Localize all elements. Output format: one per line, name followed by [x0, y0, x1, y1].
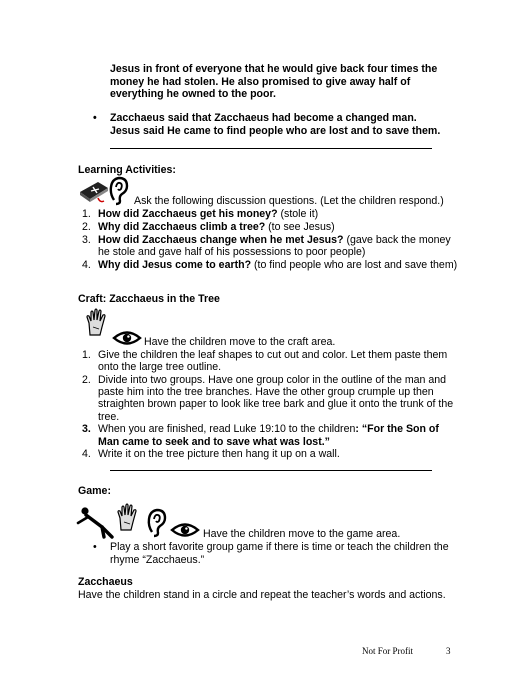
question-text: How did Zacchaeus get his money?: [98, 208, 278, 220]
ear-icon: [108, 176, 130, 206]
list-item: 2. Why did Zacchaeus climb a tree? (to see Jesus): [82, 220, 335, 233]
discussion-questions-list: [80, 208, 460, 271]
answer-text: (to see Jesus): [265, 220, 335, 233]
list-item: 2. Divide into two groups. Have one group color in the outline of the man and paste him into the tree branches. Have the other group crumple up then straighten brown paper to look like tree bark and glue it onto the trunk of the tree.: [82, 374, 454, 423]
question-text: Why did Jesus come to earth?: [98, 258, 252, 271]
hand-icon: [116, 502, 140, 532]
step-text: Give the children the leaf shapes to cut out and color. Let them paste them onto the large tree outline.: [98, 349, 448, 374]
list-item: 1. Give the children the leaf shapes to cut out and color. Let them paste them onto the large tree outline.: [82, 349, 448, 374]
verse-quote: : “For the Son of Man came to seek and to save what was lost.”: [98, 423, 439, 448]
story-paragraph: Jesus in front of everyone that he would give back four times the money he had stolen. He also promised to give away half of everything he owned to the poor.: [110, 63, 438, 101]
list-item: 1. How did Zacchaeus get his money? (stole it): [82, 208, 319, 220]
list-item: 3. How did Zacchaeus change when he met Jesus? (gave back the money he stole and gave half of his possessions to poor people): [82, 233, 451, 258]
list-item: 4. Why did Jesus come to earth? (to find people who are lost and save them): [82, 258, 458, 271]
learning-intro: Ask the following discussion questions. (Let the children respond.): [134, 195, 444, 207]
rhyme-heading: Zacchaeus: [78, 576, 133, 588]
game-heading: Game:: [78, 485, 111, 497]
footer-label: Not For Profit: [362, 646, 414, 656]
list-item: 3. When you are finished, read Luke 19:10 to the children: “For the Son of Man came to seek and to save what was lost.”: [82, 423, 439, 448]
step-text: Divide into two groups. Have one group color in the outline of the man and paste him into the tree branches. Have the other group crumple up then straighten brown paper to look like tree bark and glue it onto the trunk of the tree.: [98, 374, 454, 423]
step-text: Write it on the tree picture then hang it up on a wall.: [98, 448, 340, 461]
bullet-mark: •: [93, 112, 97, 124]
bullet-mark: •: [93, 541, 97, 553]
rhyme-instructions: Have the children stand in a circle and repeat the teacher’s words and actions.: [78, 589, 446, 601]
hand-icon: [85, 307, 109, 337]
answer-text: (to find people who are lost and save them): [251, 258, 458, 271]
list-item: 4. Write it on the tree picture then hang it up on a wall.: [82, 448, 340, 461]
eye-icon: [170, 522, 200, 538]
exercise-figure-icon: [76, 505, 116, 539]
section-divider: [110, 148, 432, 149]
craft-heading: Craft: Zacchaeus in the Tree: [78, 293, 220, 305]
question-text: Why did Zacchaeus climb a tree?: [98, 220, 266, 233]
story-bullet: Zacchaeus said that Zacchaeus had become a changed man. Jesus said He came to find people who are lost and to save them.: [110, 112, 441, 137]
answer-text: (stole it): [277, 208, 319, 220]
ear-icon: [146, 508, 168, 538]
game-bullet: Play a short favorite group game if there is time or teach the children the rhyme “Zacchaeus.”: [110, 541, 449, 566]
eye-icon: [112, 330, 142, 346]
section-divider: [110, 470, 432, 471]
answer-text: (gave back the money he stole and gave half of his possessions to poor people): [98, 233, 451, 258]
bible-icon: [78, 178, 110, 204]
page-number: 3: [446, 646, 451, 656]
craft-intro: Have the children move to the craft area.: [144, 336, 336, 348]
step-text: When you are finished, read Luke 19:10 to the children: [98, 423, 356, 436]
learning-heading: Learning Activities:: [78, 164, 176, 176]
question-text: How did Zacchaeus change when he met Jesus?: [98, 233, 344, 246]
craft-steps-list: [80, 349, 460, 461]
game-intro: Have the children move to the game area.: [203, 528, 401, 540]
